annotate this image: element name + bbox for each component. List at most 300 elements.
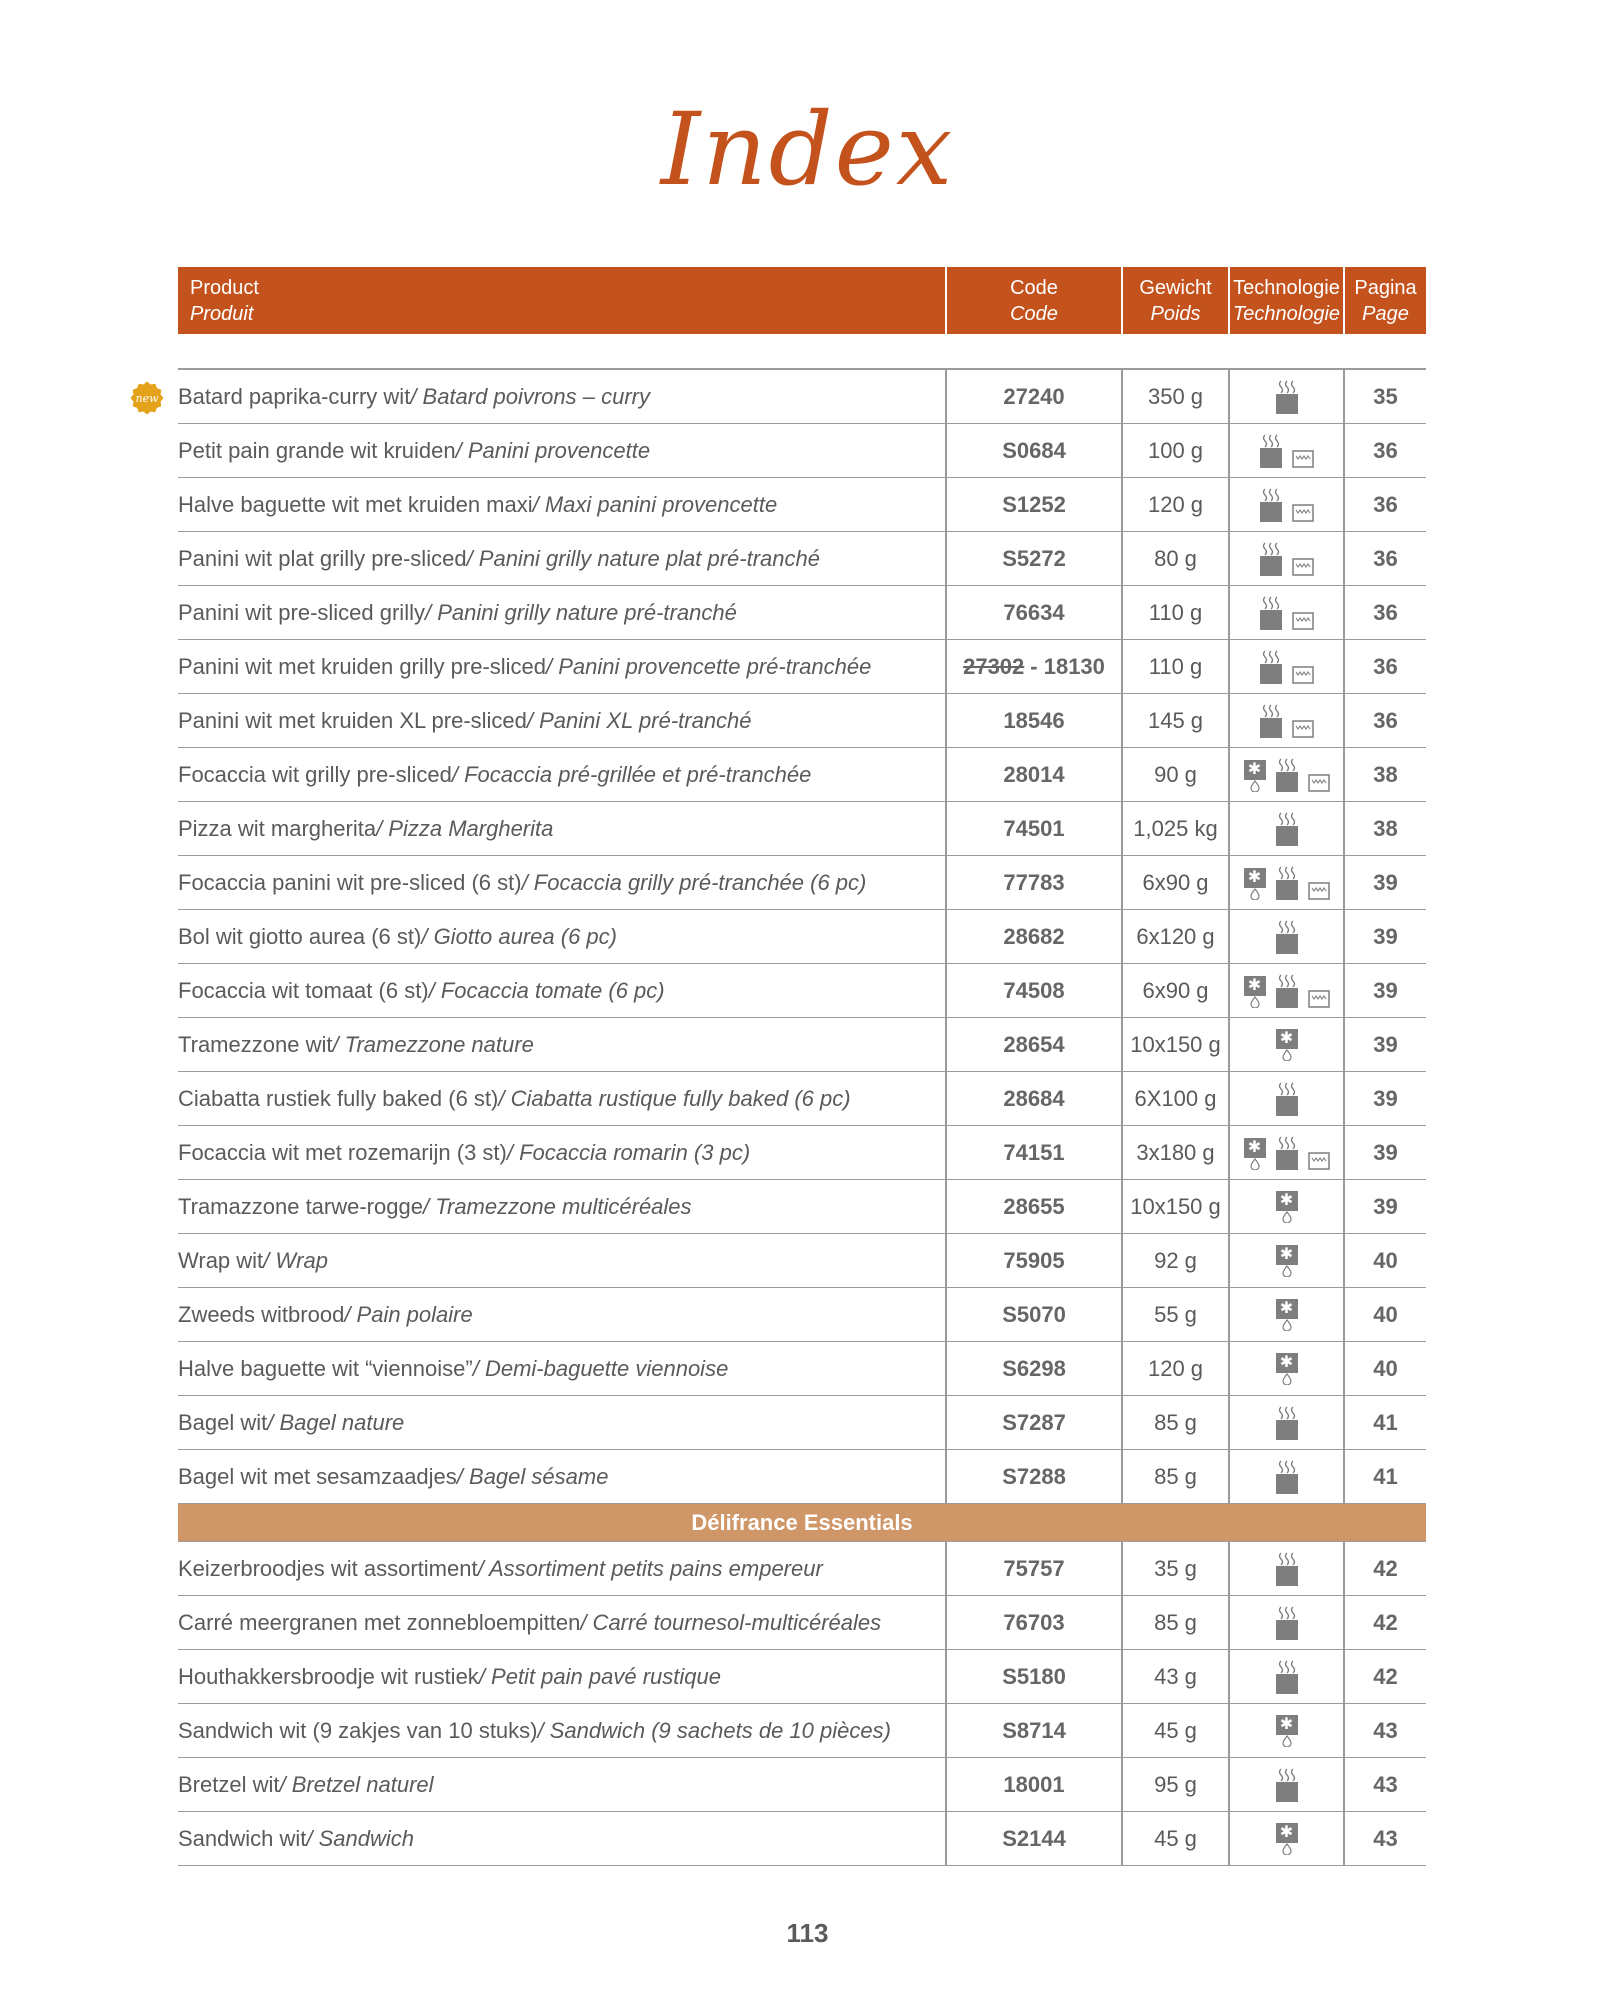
table-row: [178, 1650, 1426, 1704]
weight-cell: 55 g: [1121, 1288, 1228, 1341]
product-name-cell: [178, 532, 945, 585]
weight-cell: 95 g: [1121, 1758, 1228, 1811]
weight-cell: 45 g: [1121, 1704, 1228, 1757]
code-cell: [945, 964, 1121, 1017]
code-cell: [945, 1180, 1121, 1233]
page-cell: 39: [1343, 1180, 1426, 1233]
product-name-fr: / Panini provencette: [455, 437, 651, 463]
code-cell: [945, 1288, 1121, 1341]
product-code: S5272: [1002, 545, 1066, 571]
code-cell: [945, 1072, 1121, 1125]
product-name-cell: [178, 1396, 945, 1449]
code-cell: [945, 1812, 1121, 1865]
product-name-fr: / Wrap: [263, 1247, 328, 1273]
product-name-fr: / Maxi panini provencette: [532, 491, 778, 517]
header-code-nl: Code: [1010, 276, 1058, 299]
product-name-nl: Wrap wit: [178, 1247, 264, 1273]
weight-cell: 120 g: [1121, 1342, 1228, 1395]
table-row: [178, 1542, 1426, 1596]
product-name-nl: Pizza wit margherita: [178, 815, 377, 841]
technology-cell: [1228, 532, 1343, 585]
table-row: [135, 370, 1426, 424]
table-row: [178, 802, 1426, 856]
weight-cell: 85 g: [1121, 1450, 1228, 1503]
weight-cell: 120 g: [1121, 478, 1228, 531]
product-name-nl: Halve baguette wit met kruiden maxi: [178, 491, 533, 517]
product-name-nl: Halve baguette wit “viennoise”: [178, 1355, 473, 1381]
product-name-nl: Panini wit plat grilly pre-sliced: [178, 545, 467, 571]
product-name-fr: / Batard poivrons – curry: [410, 383, 650, 409]
product-code: - 18130: [1030, 653, 1105, 679]
code-cell: [945, 1596, 1121, 1649]
product-name-fr: / Sandwich: [306, 1825, 415, 1851]
product-name-cell: [178, 640, 945, 693]
product-name-nl: Batard paprika-curry wit: [178, 383, 411, 409]
product-code: S0684: [1002, 437, 1066, 463]
weight-cell: 92 g: [1121, 1234, 1228, 1287]
thaw-icon: ✱: [1244, 976, 1266, 1008]
header-page-nl: Pagina: [1354, 276, 1417, 299]
product-name-cell: [178, 856, 945, 909]
product-name-nl: Keizerbroodjes wit assortiment: [178, 1555, 478, 1581]
product-name-cell: [178, 1542, 945, 1595]
header-weight-nl: Gewicht: [1139, 276, 1212, 299]
steam-oven-icon: [1276, 812, 1298, 846]
product-name-nl: Bol wit giotto aurea (6 st): [178, 923, 422, 949]
product-code: 74151: [1003, 1139, 1065, 1165]
steam-oven-icon: [1260, 704, 1282, 738]
toaster-icon: [1308, 1150, 1330, 1170]
steam-oven-icon: [1276, 920, 1298, 954]
weight-cell: 6x120 g: [1121, 910, 1228, 963]
steam-oven-icon: [1276, 1460, 1298, 1494]
steam-oven-icon: [1276, 758, 1298, 792]
code-cell: [945, 748, 1121, 801]
technology-cell: [1228, 424, 1343, 477]
product-code: 74501: [1003, 815, 1065, 841]
table-row: [178, 586, 1426, 640]
index-table: [135, 267, 1426, 1866]
product-name-cell: [178, 1180, 945, 1233]
table-body: [135, 368, 1426, 1504]
toaster-icon: [1292, 610, 1314, 630]
table-row: [178, 1704, 1426, 1758]
weight-cell: 350 g: [1121, 370, 1228, 423]
page-cell: 36: [1343, 478, 1426, 531]
technology-cell: [1228, 1650, 1343, 1703]
product-name-fr: / Tramezzone nature: [332, 1031, 534, 1057]
header-tech-nl: Technologie: [1233, 276, 1340, 299]
header-product-nl: Product: [190, 276, 259, 299]
technology-cell: [1228, 694, 1343, 747]
page-cell: 36: [1343, 424, 1426, 477]
technology-cell: [1228, 1396, 1343, 1449]
old-code: 27302: [963, 653, 1025, 679]
steam-oven-icon: [1260, 596, 1282, 630]
product-name-cell: [178, 1234, 945, 1287]
table-row: [178, 1018, 1426, 1072]
table-row: [178, 1342, 1426, 1396]
page-cell: 43: [1343, 1704, 1426, 1757]
product-name-cell: [178, 1288, 945, 1341]
page-cell: 38: [1343, 802, 1426, 855]
product-name-cell: [178, 1596, 945, 1649]
thaw-icon: ✱: [1244, 868, 1266, 900]
product-name-fr: / Focaccia pré-grillée et pré-tranchée: [451, 761, 812, 787]
page-cell: 39: [1343, 964, 1426, 1017]
table-row: [178, 856, 1426, 910]
code-cell: [945, 1542, 1121, 1595]
technology-cell: [1228, 1180, 1343, 1233]
steam-oven-icon: [1276, 1082, 1298, 1116]
code-cell: [945, 802, 1121, 855]
product-name-nl: Focaccia panini wit pre-sliced (6 st): [178, 869, 522, 895]
weight-cell: 6x90 g: [1121, 856, 1228, 909]
product-name-fr: / Pizza Margherita: [376, 815, 554, 841]
header-product-fr: Produit: [190, 302, 254, 325]
code-cell: [945, 586, 1121, 639]
thaw-icon: ✱: [1244, 1138, 1266, 1170]
steam-oven-icon: [1260, 434, 1282, 468]
technology-cell: [1228, 1812, 1343, 1865]
page-cell: 35: [1343, 370, 1426, 423]
page-cell: 36: [1343, 694, 1426, 747]
product-code: 75757: [1003, 1555, 1065, 1581]
product-name-fr: / Panini grilly nature plat pré-tranché: [466, 545, 820, 571]
page-cell: 40: [1343, 1342, 1426, 1395]
product-code: 27240: [1003, 383, 1065, 409]
technology-cell: [1228, 964, 1343, 1017]
header-code-fr: Code: [1010, 302, 1058, 325]
product-name-fr: / Tramezzone multicéréales: [422, 1193, 692, 1219]
table-row: [178, 964, 1426, 1018]
code-cell: [945, 694, 1121, 747]
page-cell: 41: [1343, 1450, 1426, 1503]
product-name-cell: [178, 694, 945, 747]
page-cell: 39: [1343, 1018, 1426, 1071]
weight-cell: 10x150 g: [1121, 1180, 1228, 1233]
steam-oven-icon: [1276, 866, 1298, 900]
table-row: [178, 1126, 1426, 1180]
table-row: [178, 1072, 1426, 1126]
code-cell: [945, 1396, 1121, 1449]
header-code: [945, 267, 1121, 334]
steam-oven-icon: [1276, 1552, 1298, 1586]
product-name-fr: / Panini provencette pré-tranchée: [546, 653, 872, 679]
product-name-cell: [178, 910, 945, 963]
product-name-nl: Focaccia wit tomaat (6 st): [178, 977, 429, 1003]
product-code: 76634: [1003, 599, 1065, 625]
toaster-icon: [1292, 502, 1314, 522]
product-name-cell: [178, 1342, 945, 1395]
product-name-nl: Focaccia wit met rozemarijn (3 st): [178, 1139, 507, 1165]
technology-cell: [1228, 748, 1343, 801]
product-name-fr: / Panini grilly nature pré-tranché: [424, 599, 737, 625]
table-row: [178, 910, 1426, 964]
product-code: S2144: [1002, 1825, 1066, 1851]
header-weight: [1121, 267, 1228, 334]
product-name-nl: Zweeds witbrood: [178, 1301, 345, 1327]
table-row: [178, 424, 1426, 478]
page-cell: 39: [1343, 910, 1426, 963]
toaster-icon: [1292, 448, 1314, 468]
table-row: [178, 1596, 1426, 1650]
page-cell: 38: [1343, 748, 1426, 801]
code-cell: [945, 424, 1121, 477]
steam-oven-icon: [1260, 488, 1282, 522]
weight-cell: 45 g: [1121, 1812, 1228, 1865]
product-code: 28655: [1003, 1193, 1065, 1219]
header-page-fr: Page: [1362, 302, 1409, 325]
thaw-icon: ✱: [1276, 1029, 1298, 1061]
product-name-cell: [178, 1072, 945, 1125]
product-code: 28654: [1003, 1031, 1065, 1057]
product-name-nl: Ciabatta rustiek fully baked (6 st): [178, 1085, 499, 1111]
product-name-cell: [178, 370, 945, 423]
product-code: 74508: [1003, 977, 1065, 1003]
technology-cell: [1228, 1542, 1343, 1595]
product-code: S5070: [1002, 1301, 1066, 1327]
table-row: [178, 1180, 1426, 1234]
steam-oven-icon: [1260, 650, 1282, 684]
product-name-cell: [178, 586, 945, 639]
product-name-cell: [178, 1758, 945, 1811]
product-name-cell: [178, 1650, 945, 1703]
thaw-icon: ✱: [1276, 1353, 1298, 1385]
weight-cell: 10x150 g: [1121, 1018, 1228, 1071]
product-code: 28684: [1003, 1085, 1065, 1111]
thaw-icon: ✱: [1276, 1191, 1298, 1223]
product-name-nl: Houthakkersbroodje wit rustiek: [178, 1663, 479, 1689]
weight-cell: 85 g: [1121, 1396, 1228, 1449]
table-row: [178, 1234, 1426, 1288]
product-name-nl: Petit pain grande wit kruiden: [178, 437, 456, 463]
page-cell: 43: [1343, 1812, 1426, 1865]
product-name-nl: Panini wit met kruiden grilly pre-sliced: [178, 653, 547, 679]
product-name-fr: / Bretzel naturel: [279, 1771, 434, 1797]
toaster-icon: [1308, 988, 1330, 1008]
page-cell: 39: [1343, 1126, 1426, 1179]
product-name-fr: / Ciabatta rustique fully baked (6 pc): [498, 1085, 851, 1111]
table-body-essentials: [178, 1542, 1426, 1866]
weight-cell: 35 g: [1121, 1542, 1228, 1595]
page-cell: 39: [1343, 1072, 1426, 1125]
product-name-nl: Tramezzone wit: [178, 1031, 333, 1057]
thaw-icon: ✱: [1276, 1715, 1298, 1747]
table-row: [178, 1288, 1426, 1342]
technology-cell: [1228, 1288, 1343, 1341]
page-cell: 41: [1343, 1396, 1426, 1449]
weight-cell: 80 g: [1121, 532, 1228, 585]
code-cell: [945, 1234, 1121, 1287]
thaw-icon: ✱: [1276, 1245, 1298, 1277]
header-technology: [1228, 267, 1343, 334]
page-cell: 36: [1343, 640, 1426, 693]
product-name-nl: Bagel wit met sesamzaadjes: [178, 1463, 457, 1489]
technology-cell: [1228, 910, 1343, 963]
code-cell: [945, 1342, 1121, 1395]
toaster-icon: [1292, 556, 1314, 576]
product-name-fr: / Giotto aurea (6 pc): [421, 923, 617, 949]
code-cell: [945, 1704, 1121, 1757]
header-tech-fr: Technologie: [1232, 302, 1341, 325]
product-code: S6298: [1002, 1355, 1066, 1381]
technology-cell: [1228, 1126, 1343, 1179]
product-name-nl: Bretzel wit: [178, 1771, 280, 1797]
weight-cell: 110 g: [1121, 586, 1228, 639]
technology-cell: [1228, 856, 1343, 909]
product-code: S8714: [1002, 1717, 1066, 1743]
steam-oven-icon: [1276, 1768, 1298, 1802]
product-name-cell: [178, 1704, 945, 1757]
technology-cell: [1228, 478, 1343, 531]
code-cell: [945, 370, 1121, 423]
product-code: 18001: [1003, 1771, 1065, 1797]
product-name-cell: [178, 1018, 945, 1071]
page-cell: 42: [1343, 1542, 1426, 1595]
steam-oven-icon: [1276, 1136, 1298, 1170]
steam-oven-icon: [1276, 1660, 1298, 1694]
product-name-cell: [178, 748, 945, 801]
product-name-cell: [178, 478, 945, 531]
table-row: [178, 532, 1426, 586]
section-delifrance-essentials: Délifrance Essentials: [178, 1504, 1426, 1542]
new-badge-icon: [130, 381, 164, 415]
table-row: [178, 640, 1426, 694]
technology-cell: [1228, 640, 1343, 693]
product-name-nl: Sandwich wit (9 zakjes van 10 stuks): [178, 1717, 538, 1743]
weight-cell: 110 g: [1121, 640, 1228, 693]
code-cell: [945, 1126, 1121, 1179]
product-name-fr: / Sandwich (9 sachets de 10 pièces): [537, 1717, 891, 1743]
technology-cell: [1228, 802, 1343, 855]
toaster-icon: [1308, 772, 1330, 792]
product-name-cell: [178, 1812, 945, 1865]
technology-cell: [1228, 1596, 1343, 1649]
product-name-nl: Tramazzone tarwe-rogge: [178, 1193, 423, 1219]
table-row: [178, 1450, 1426, 1504]
page-cell: 36: [1343, 532, 1426, 585]
product-name-nl: Panini wit pre-sliced grilly: [178, 599, 425, 625]
steam-oven-icon: [1276, 380, 1298, 414]
technology-cell: [1228, 1758, 1343, 1811]
product-name-nl: Bagel wit: [178, 1409, 268, 1435]
product-code: 75905: [1003, 1247, 1065, 1273]
code-cell: [945, 1758, 1121, 1811]
product-name-nl: Panini wit met kruiden XL pre-sliced: [178, 707, 527, 733]
toaster-icon: [1308, 880, 1330, 900]
technology-cell: [1228, 1342, 1343, 1395]
product-name-fr: / Focaccia grilly pré-tranchée (6 pc): [521, 869, 867, 895]
code-cell: [945, 1018, 1121, 1071]
table-header: [178, 267, 1426, 334]
product-code: 28682: [1003, 923, 1065, 949]
page-cell: 40: [1343, 1288, 1426, 1341]
page-cell: 36: [1343, 586, 1426, 639]
product-code: S1252: [1002, 491, 1066, 517]
product-name-fr: / Focaccia romarin (3 pc): [506, 1139, 751, 1165]
product-code: 76703: [1003, 1609, 1065, 1635]
weight-cell: 3x180 g: [1121, 1126, 1228, 1179]
product-name-fr: / Assortiment petits pains empereur: [477, 1555, 823, 1581]
technology-cell: [1228, 1450, 1343, 1503]
page-cell: 40: [1343, 1234, 1426, 1287]
code-cell: [945, 1650, 1121, 1703]
product-name-cell: [178, 1126, 945, 1179]
weight-cell: 85 g: [1121, 1596, 1228, 1649]
header-page: [1343, 267, 1426, 334]
product-code: S7288: [1002, 1463, 1066, 1489]
product-name-nl: Sandwich wit: [178, 1825, 307, 1851]
weight-cell: 43 g: [1121, 1650, 1228, 1703]
code-cell: [945, 640, 1121, 693]
table-row: [178, 694, 1426, 748]
product-name-cell: [178, 964, 945, 1017]
product-code: 28014: [1003, 761, 1065, 787]
product-name-fr: / Petit pain pavé rustique: [478, 1663, 721, 1689]
technology-cell: [1228, 586, 1343, 639]
steam-oven-icon: [1276, 1406, 1298, 1440]
header-product: [178, 267, 945, 334]
steam-oven-icon: [1276, 1606, 1298, 1640]
page-title: Index: [660, 91, 955, 208]
thaw-icon: ✱: [1244, 760, 1266, 792]
table-row: [178, 478, 1426, 532]
technology-cell: [1228, 1234, 1343, 1287]
code-cell: [945, 856, 1121, 909]
toaster-icon: [1292, 664, 1314, 684]
product-name-fr: / Focaccia tomate (6 pc): [428, 977, 665, 1003]
product-name-cell: [178, 1450, 945, 1503]
table-row: [178, 1396, 1426, 1450]
product-name-cell: [178, 424, 945, 477]
technology-cell: [1228, 1072, 1343, 1125]
weight-cell: 100 g: [1121, 424, 1228, 477]
code-cell: [945, 532, 1121, 585]
code-cell: [945, 478, 1121, 531]
header-weight-fr: Poids: [1150, 302, 1201, 325]
technology-cell: [1228, 370, 1343, 423]
technology-cell: [1228, 1018, 1343, 1071]
page-cell: 42: [1343, 1596, 1426, 1649]
thaw-icon: ✱: [1276, 1299, 1298, 1331]
weight-cell: 145 g: [1121, 694, 1228, 747]
product-name-fr: / Bagel nature: [267, 1409, 405, 1435]
weight-cell: 6X100 g: [1121, 1072, 1228, 1125]
product-name-nl: Focaccia wit grilly pre-sliced: [178, 761, 452, 787]
steam-oven-icon: [1276, 974, 1298, 1008]
weight-cell: 6x90 g: [1121, 964, 1228, 1017]
product-code: S5180: [1002, 1663, 1066, 1689]
product-name-fr: / Carré tournesol-multicéréales: [580, 1609, 882, 1635]
product-name-nl: Carré meergranen met zonnebloempitten: [178, 1609, 581, 1635]
product-code: S7287: [1002, 1409, 1066, 1435]
weight-cell: 90 g: [1121, 748, 1228, 801]
steam-oven-icon: [1260, 542, 1282, 576]
technology-cell: [1228, 1704, 1343, 1757]
product-name-fr: / Pain polaire: [344, 1301, 473, 1327]
product-name-cell: [178, 802, 945, 855]
code-cell: [945, 1450, 1121, 1503]
page-cell: 39: [1343, 856, 1426, 909]
weight-cell: 1,025 kg: [1121, 802, 1228, 855]
code-cell: [945, 910, 1121, 963]
toaster-icon: [1292, 718, 1314, 738]
thaw-icon: ✱: [1276, 1823, 1298, 1855]
table-row: [178, 1812, 1426, 1866]
product-name-fr: / Bagel sésame: [456, 1463, 609, 1489]
product-code: 18546: [1003, 707, 1065, 733]
